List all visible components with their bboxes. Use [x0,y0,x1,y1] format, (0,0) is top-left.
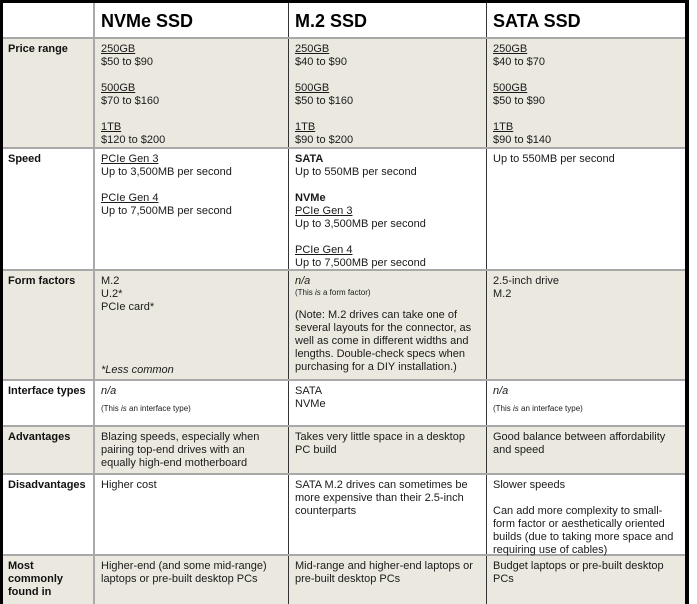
na-text: n/a [295,275,311,287]
disadvantages-m2: SATA M.2 drives can sometimes be more expensive than their 2.5-inch counterparts [288,475,486,554]
form-factor: M.2 [493,288,512,300]
most-common-sata: Budget laptops or pre-built desktop PCs [486,556,685,604]
price-nvme [93,39,288,147]
size: 250GB [493,43,528,55]
pcie-gen: PCIe Gen 3 [101,153,159,165]
size: 500GB [101,82,136,94]
interface-type: SATA [295,385,323,397]
speed-sata: Up to 550MB per second [486,149,685,269]
size: 250GB [295,43,330,55]
pcie-gen: PCIe Gen 4 [101,192,159,204]
disadvantage: Slower speeds [493,479,566,491]
sata-heading: SATA [295,153,324,165]
price: $90 to $140 [493,134,552,146]
m2-layout-note: (Note: M.2 drives can take one of several layouts for the connector, as well as come in different widths and lengths. Double-check specs when purchasing for a DIY installation.) [295,309,472,373]
price: $70 to $160 [101,95,160,107]
form-factors-m2 [288,271,486,379]
price: $50 to $90 [101,56,153,68]
size: 500GB [493,82,528,94]
form-factors-row [3,271,685,381]
speed-value: Up to 3,500MB per second [101,166,232,178]
interface-type: NVMe [295,398,326,410]
form-factors-sata [486,271,685,379]
form-factors-nvme [93,271,288,379]
advantages-m2: Takes very little space in a desktop PC build [288,427,486,473]
price-row [3,39,685,149]
disadvantages-label: Disadvantages [8,479,86,491]
speed-value: Up to 7,500MB per second [295,257,426,269]
advantages-label: Advantages [8,431,71,443]
advantages-nvme: Blazing speeds, especially when pairing top-end drives with an equally high-end motherboard [93,427,288,473]
price: $90 to $200 [295,134,354,146]
interface-types-label: Interface types [8,385,86,397]
interface-subnote: (This is an interface type) [101,404,191,413]
nvme-heading: NVMe [295,192,326,204]
price: $120 to $200 [101,134,166,146]
form-factor: PCIe card* [101,301,155,313]
less-common-note: *Less common [101,364,174,376]
form-factor: 2.5-inch drive [493,275,560,287]
form-factor: U.2* [101,288,123,300]
speed-label: Speed [8,153,42,165]
advantages-sata: Good balance between affordability and speed [486,427,685,473]
price-m2 [288,39,486,147]
price-label: Price range [8,43,68,55]
interface-types-row [3,381,685,427]
most-common-nvme: Higher-end (and some mid-range) laptops or pre-built desktop PCs [93,556,288,604]
pcie-gen: PCIe Gen 4 [295,244,353,256]
price: $40 to $70 [493,56,545,68]
price: $50 to $90 [493,95,545,107]
disadvantage: Can add more complexity to small-form factor or aesthetically oriented builds (due to taking more space and requiring use of cables) [493,505,674,556]
speed-row [3,149,685,271]
size: 1TB [101,121,122,133]
header-sata: SATA SSD [486,3,685,37]
speed-nvme [93,149,288,269]
na-text: n/a [101,385,117,397]
speed-m2 [288,149,486,269]
disadvantages-row [3,475,685,556]
header-m2: M.2 SSD [288,3,486,37]
price: $40 to $90 [295,56,347,68]
size: 1TB [295,121,316,133]
size: 250GB [101,43,136,55]
na-text: n/a [493,385,509,397]
advantages-row [3,427,685,475]
most-common-row [3,556,685,604]
disadvantages-sata [486,475,685,554]
header-empty [3,3,93,37]
interface-types-sata [486,381,685,425]
header-row [3,3,685,39]
speed-value: Up to 7,500MB per second [101,205,232,217]
interface-types-m2 [288,381,486,425]
interface-subnote: (This is an interface type) [493,404,583,413]
form-factors-label: Form factors [8,275,76,287]
size: 500GB [295,82,330,94]
price: $50 to $160 [295,95,354,107]
header-nvme: NVMe SSD [93,3,288,37]
most-common-m2: Mid-range and higher-end laptops or pre-built desktop PCs [288,556,486,604]
form-factor-subnote: (This is a form factor) [295,288,371,297]
speed-value: Up to 550MB per second [295,166,417,178]
most-common-label: Most commonly found in [8,560,64,598]
disadvantages-nvme: Higher cost [93,475,288,554]
interface-types-nvme [93,381,288,425]
speed-value: Up to 3,500MB per second [295,218,426,230]
pcie-gen: PCIe Gen 3 [295,205,353,217]
form-factor: M.2 [101,275,120,287]
size: 1TB [493,121,514,133]
price-sata [486,39,685,147]
